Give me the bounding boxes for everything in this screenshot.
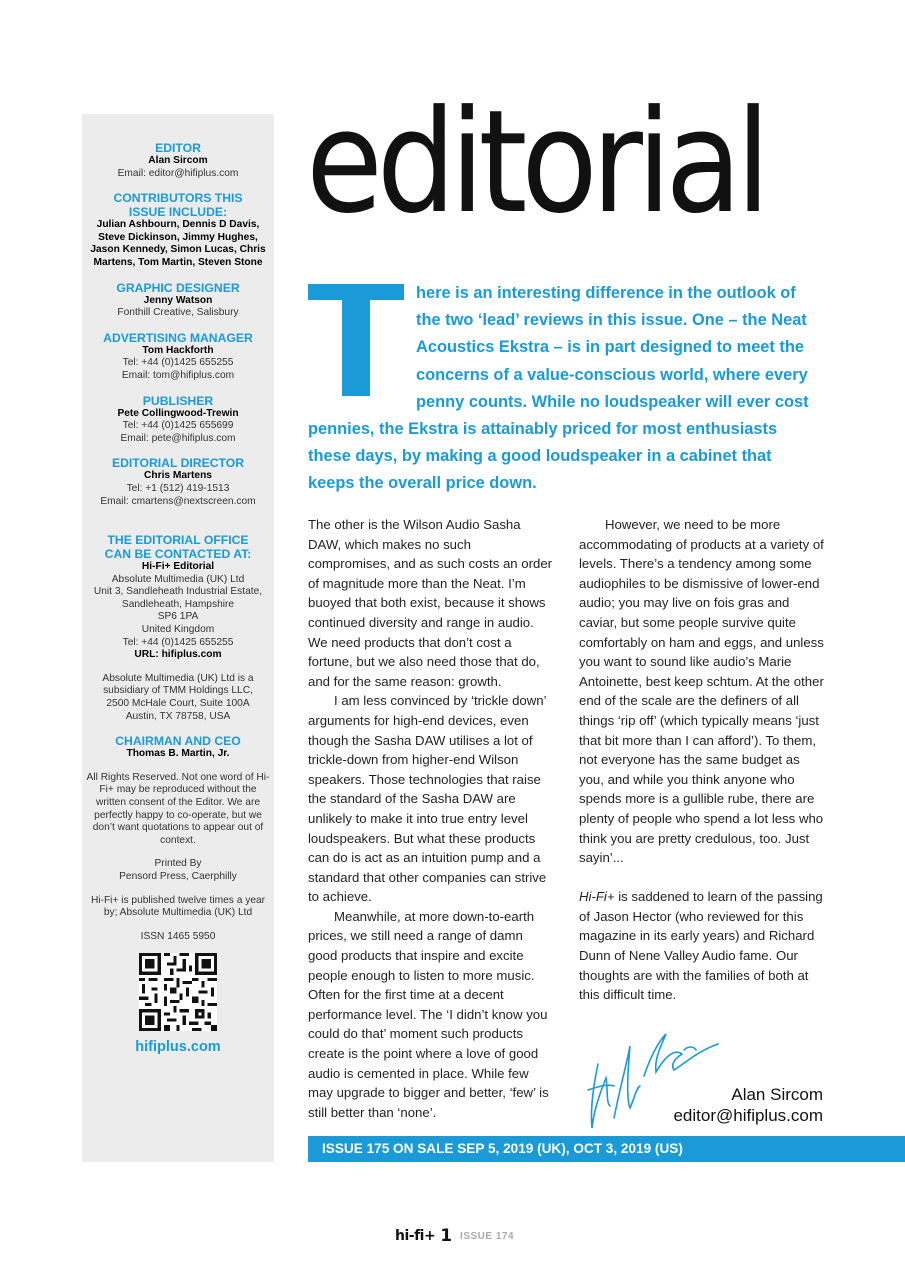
designer-company: Fonthill Creative, Salisbury xyxy=(117,307,239,319)
publisher-section xyxy=(82,394,274,446)
published-note: Hi-Fi+ is published twelve times a year by; Absolute Multimedia (UK) Ltd xyxy=(90,894,266,919)
qr-code-icon[interactable] xyxy=(139,953,217,1031)
printer-section xyxy=(82,858,274,883)
body-column-left xyxy=(308,515,554,1122)
advertising-email: Email: tom@hifiplus.com xyxy=(121,369,235,381)
printer-name: Pensord Press, Caerphilly xyxy=(119,870,237,882)
advertising-name: Tom Hackforth xyxy=(142,344,214,356)
office-line: Sandleheath, Hampshire xyxy=(121,598,235,610)
masthead-sidebar xyxy=(82,114,274,1162)
body-paragraph: Meanwhile, at more down-to-earth prices, we still need a range of damn good products that inspire and excite people enough to listen to more music. Often for the first time at a decent performance level. The ‘I didn’t know you could do that’ moment such products create is the point where a love of good audio is cemented in place. While few may upgrade to bigger and better, ‘few’ is still better than ‘none’. xyxy=(308,908,549,1120)
hifi-logo: hi-fi+ xyxy=(395,1228,436,1244)
office-line: SP6 1PA xyxy=(157,611,199,623)
director-email: Email: cmartens@nextscreen.com xyxy=(100,495,256,507)
drop-cap xyxy=(308,284,404,404)
editor-section xyxy=(82,141,274,180)
office-name: Hi-Fi+ Editorial xyxy=(141,561,215,573)
designer-name: Jenny Watson xyxy=(143,294,213,306)
body-paragraph: However, we need to be more accommodating of products at a variety of levels. There’s a tendency among some audiophiles to be dismissive of lower-end audio; you may live on fois gras and caviar, but some people survive quite comfortably on ham and eggs, and unless you want to sound like audio’s Marie Antoinette, best keep schtum. At the other end of the scale are the definers of all things ‘rip off’ (which typically means ‘just that bit more than I can afford’). To them, not everyone has the same budget as you, and while you think anyone who spends more is a gullible rube, there are plenty of people who spend a lot less who think you are pretty credulous, too. Just sayin’... xyxy=(579,517,824,866)
chairman-heading: CHAIRMAN AND CEO xyxy=(115,734,241,749)
page-number: 1 xyxy=(440,1226,453,1246)
rights-notice: All Rights Reserved. Not one word of Hi-Fi+ may be reproduced without the written consent of the Editor. We are perfectly happy to co-operate, but we don’t want quotations to appear out of context. xyxy=(86,771,270,846)
next-issue-banner: ISSUE 175 ON SALE SEP 5, 2019 (UK), OCT 3, 2019 (US) xyxy=(308,1136,905,1162)
body-paragraph: I am less convinced by ‘trickle down’ arguments for high-end devices, even though the Sasha DAW utilises a lot of trickle-down from higher-end Wilson speakers. Those technologies that raise the standard of the Sasha DAW are unlikely to make it into true entry level loudspeakers. But what these products can do is act as an intuition pump and a standard that other companies can strive to achieve. xyxy=(308,693,547,905)
office-line: United Kingdom xyxy=(141,624,215,636)
lead-text: here is an interesting difference in the outlook of the two ‘lead’ reviews in this issue. One – the Neat Acoustics Ekstra – is in part designed to meet the concerns of a value-conscious world, where every penny counts. While no loudspeaker will ever cost pennies, the Ekstra is attainably priced for most enthusiasts these days, by making a good loudspeaker in a cabinet that keeps the overall price down. xyxy=(308,284,809,493)
office-line: Unit 3, Sandleheath Industrial Estate, xyxy=(93,586,263,598)
page-title: editorial xyxy=(306,80,765,245)
contributors-section xyxy=(82,191,274,269)
publisher-email: Email: pete@hifiplus.com xyxy=(120,432,236,444)
printed-by-label: Printed By xyxy=(154,858,202,870)
signoff-name: Alan Sircom xyxy=(731,1085,823,1104)
subsidiary-note: Absolute Multimedia (UK) Ltd is a subsidiary of TMM Holdings LLC, 2500 McHale Court, Suite 100A Austin, TX 78758, USA xyxy=(102,672,254,722)
publisher-heading: PUBLISHER xyxy=(142,393,214,408)
contributors-names: Julian Ashbourn, Dennis D Davis, Steve Dickinson, Jimmy Hughes, Jason Kennedy, Simon Lucas, Chris Martens, Tom Martin, Steven Stone xyxy=(90,219,266,268)
advertising-section xyxy=(82,331,274,383)
contributors-heading: CONTRIBUTORS THIS ISSUE INCLUDE: xyxy=(113,191,243,220)
editor-heading: EDITOR xyxy=(155,141,201,155)
chairman-section xyxy=(82,734,274,761)
website-link[interactable]: hifiplus.com xyxy=(135,1039,221,1056)
signoff-email[interactable]: editor@hifiplus.com xyxy=(673,1106,823,1125)
publisher-name: Pete Collingwood-Trewin xyxy=(117,407,239,419)
body-column-right xyxy=(579,515,827,1005)
director-name: Chris Martens xyxy=(144,470,212,482)
issn: ISSN 1465 5950 xyxy=(140,930,216,942)
office-url[interactable]: URL: hifiplus.com xyxy=(134,649,222,661)
lead-paragraph xyxy=(308,280,813,498)
office-heading: THE EDITORIAL OFFICE CAN BE CONTACTED AT: xyxy=(104,533,252,562)
office-line: Absolute Multimedia (UK) Ltd xyxy=(111,573,245,585)
office-section xyxy=(82,533,274,662)
director-tel: Tel: +1 (512) 419-1513 xyxy=(126,482,230,494)
drop-cap-t-icon xyxy=(308,284,404,396)
advertising-heading: ADVERTISING MANAGER xyxy=(103,330,253,345)
body-paragraph-text: is saddened to learn of the passing of Jason Hector (who reviewed for this magazine in its early years) and Richard Dunn of Nene Valley Audio fame. Our thoughts are with the families of both at this difficult time. xyxy=(579,889,823,1003)
page-footer xyxy=(395,1226,514,1246)
publisher-tel: Tel: +44 (0)1425 655699 xyxy=(122,420,234,432)
advertising-tel: Tel: +44 (0)1425 655255 xyxy=(122,357,234,369)
body-paragraph: The other is the Wilson Audio Sasha DAW, which makes no such compromises, and as such costs an order of magnitude more than the Neat. I’m buoyed that both exist, because it shows continued diversity and range in audio. We need products that don’t cost a fortune, but we also need those that do, and for the same reason: growth. xyxy=(308,517,553,689)
body-paragraph xyxy=(579,887,827,1005)
director-section xyxy=(82,456,274,508)
editor-name: Alan Sircom xyxy=(148,155,208,166)
director-heading: EDITORIAL DIRECTOR xyxy=(111,456,245,471)
issue-label: ISSUE 174 xyxy=(460,1230,515,1242)
designer-section xyxy=(82,281,274,320)
designer-heading: GRAPHIC DESIGNER xyxy=(116,280,240,295)
office-line: Tel: +44 (0)1425 655255 xyxy=(122,636,234,648)
editor-email: Email: editor@hifiplus.com xyxy=(117,167,239,179)
chairman-name: Thomas B. Martin, Jr. xyxy=(126,748,230,760)
magazine-name: Hi-Fi+ xyxy=(579,889,615,905)
